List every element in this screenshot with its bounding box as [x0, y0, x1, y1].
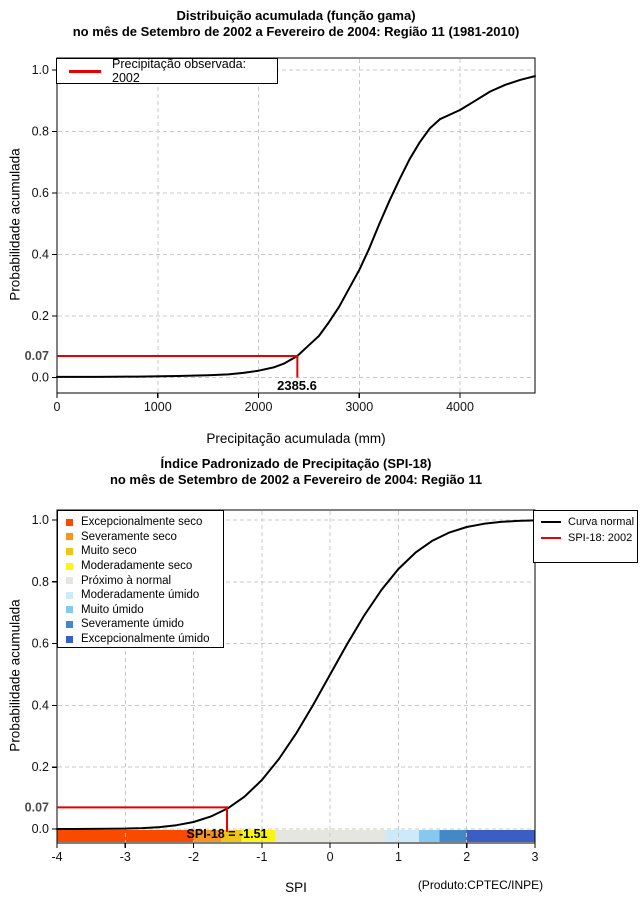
svg-text:0.6: 0.6	[31, 186, 49, 200]
legend-item-label: Curva normal	[568, 516, 635, 528]
legend-item-label: Muito seco	[81, 545, 137, 558]
svg-text:0.0: 0.0	[31, 822, 49, 836]
color-swatch	[66, 636, 73, 643]
svg-text:0.4: 0.4	[31, 247, 49, 262]
spi-category-legend	[57, 510, 224, 648]
svg-text:-2: -2	[188, 850, 200, 864]
legend-item-excepcionalmente-umido	[66, 632, 223, 647]
top-chart-title-line2: no mês de Setembro de 2002 a Fevereiro de 2004: Região 11 (1981-2010)	[72, 24, 520, 39]
svg-text:0.4: 0.4	[31, 698, 49, 713]
top-chart-legend	[56, 58, 278, 84]
gamma-cdf-chart	[25, 58, 535, 414]
color-swatch	[66, 577, 73, 584]
color-swatch	[66, 592, 73, 599]
top-chart-legend-label: Precipitação observada: 2002	[112, 57, 247, 85]
svg-text:3000: 3000	[345, 400, 374, 414]
bottom-chart-y-axis-label: Probabilidade acumulada	[7, 599, 23, 752]
legend-item-label: Excepcionalmente úmido	[81, 633, 210, 646]
legend-item-spi18-2002	[541, 532, 637, 544]
color-swatch	[66, 621, 73, 628]
legend-item-label: Próximo à normal	[81, 574, 172, 587]
bottom-chart-title-line1: Índice Padronizado de Precipitação (SPI-18)	[160, 456, 432, 471]
legend-item-label: SPI-18: 2002	[568, 532, 633, 544]
legend-item-excepcionalmente-seco	[66, 515, 223, 530]
bottom-chart-line-legend	[533, 510, 638, 563]
svg-text:0: 0	[326, 850, 334, 864]
legend-item-label: Excepcionalmente seco	[81, 516, 203, 529]
svg-text:-1: -1	[256, 850, 268, 864]
legend-item-curva-normal	[541, 516, 637, 528]
spi-value-label: SPI-18 = -1.51	[186, 827, 268, 841]
color-swatch	[66, 548, 73, 555]
svg-text:0.2: 0.2	[31, 760, 49, 775]
svg-text:0.8: 0.8	[31, 574, 49, 589]
color-swatch	[66, 606, 73, 613]
legend-item-muito-umido	[66, 603, 223, 618]
svg-text:0.07: 0.07	[24, 348, 49, 363]
svg-text:0.2: 0.2	[31, 309, 49, 323]
normal-curve-line-sample	[541, 521, 561, 523]
legend-item-label: Severamente seco	[81, 530, 177, 543]
legend-item-label: Severamente úmido	[81, 618, 184, 631]
legend-item-muito-seco	[66, 544, 223, 559]
legend-item-label: Moderadamente úmido	[81, 589, 200, 602]
legend-item-moderadamente-umido	[66, 588, 223, 603]
svg-text:1: 1	[394, 850, 402, 864]
legend-item-label: Moderadamente seco	[81, 560, 193, 573]
svg-text:0.07: 0.07	[24, 800, 49, 815]
observed-precipitation-value-label: 2385.6	[277, 378, 317, 393]
legend-item-severamente-umido	[66, 617, 223, 632]
svg-text:1000: 1000	[143, 400, 172, 414]
product-credit: (Produto:CPTEC/INPE)	[417, 878, 544, 892]
spi-line-sample	[541, 537, 561, 539]
legend-item-label: Muito úmido	[81, 603, 144, 616]
svg-text:0.8: 0.8	[31, 124, 49, 139]
observed-line-sample	[69, 70, 101, 73]
legend-item-moderadamente-seco	[66, 559, 223, 574]
svg-text:0: 0	[53, 400, 61, 414]
bottom-chart-title-line2: no mês de Setembro de 2002 a Fevereiro de 2004: Região 11	[109, 472, 483, 487]
svg-text:-4: -4	[51, 850, 63, 864]
svg-text:2: 2	[463, 850, 471, 864]
svg-text:1.0: 1.0	[31, 513, 49, 527]
svg-text:3: 3	[531, 850, 539, 864]
color-swatch	[66, 563, 73, 570]
legend-item-severamente-seco	[66, 530, 223, 545]
svg-text:0.6: 0.6	[31, 636, 49, 651]
svg-text:4000: 4000	[446, 400, 474, 414]
svg-text:-3: -3	[119, 850, 131, 864]
top-chart-title-line1: Distribuição acumulada (função gama)	[176, 8, 416, 23]
top-chart-y-axis-label: Probabilidade acumulada	[7, 148, 23, 301]
svg-text:0.0: 0.0	[31, 370, 49, 385]
color-swatch	[66, 519, 73, 526]
bottom-chart-x-axis-label: SPI	[285, 880, 307, 895]
svg-text:2000: 2000	[244, 400, 273, 414]
legend-item-proximo-a-normal	[66, 573, 223, 588]
color-swatch	[66, 533, 73, 540]
svg-text:1.0: 1.0	[31, 63, 49, 77]
top-chart-x-axis-label: Precipitação acumulada (mm)	[206, 431, 386, 446]
